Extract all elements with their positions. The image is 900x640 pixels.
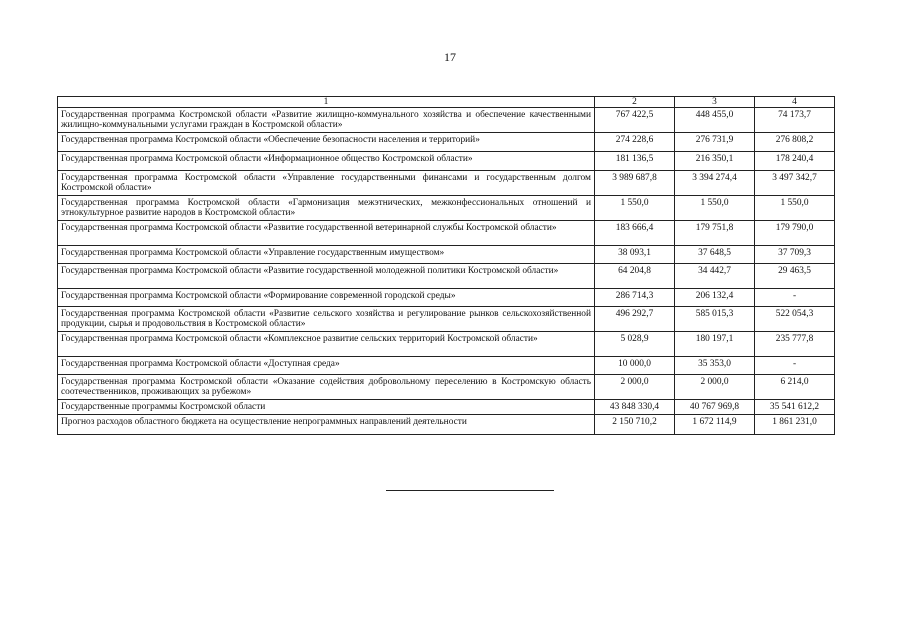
program-name-cell: Государственная программа Костромской области «Управление государственными финансами и государственным долгом Костромской области» [58, 171, 595, 196]
value-cell-col4: 178 240,4 [755, 152, 835, 171]
value-cell-col4: 179 790,0 [755, 221, 835, 246]
table-row [58, 152, 835, 171]
program-name-cell: Государственная программа Костромской области «Развитие государственной ветеринарной службы Костромской области» [58, 221, 595, 246]
table-row [58, 357, 835, 375]
value-cell-col3: 40 767 969,8 [675, 400, 755, 415]
table-row [58, 307, 835, 332]
program-name-cell: Государственная программа Костромской области «Гармонизация межэтнических, межконфессиональных отношений и этнокультурное развитие народов в Костромской области» [58, 196, 595, 221]
value-cell-col4: 37 709,3 [755, 246, 835, 264]
value-cell-col4: 1 550,0 [755, 196, 835, 221]
value-cell-col2: 10 000,0 [595, 357, 675, 375]
value-cell-col4: 276 808,2 [755, 133, 835, 152]
table-row [58, 332, 835, 357]
value-cell-col3: 179 751,8 [675, 221, 755, 246]
program-name-cell: Государственная программа Костромской области «Обеспечение безопасности населения и территорий» [58, 133, 595, 152]
value-cell-col4: 522 054,3 [755, 307, 835, 332]
value-cell-col3: 448 455,0 [675, 108, 755, 133]
table-row [58, 246, 835, 264]
value-cell-col3: 2 000,0 [675, 375, 755, 400]
value-cell-col2: 183 666,4 [595, 221, 675, 246]
value-cell-col2: 1 550,0 [595, 196, 675, 221]
program-name-cell: Государственная программа Костромской области «Управление государственным имуществом» [58, 246, 595, 264]
table-header-row [58, 97, 835, 108]
value-cell-col2: 274 228,6 [595, 133, 675, 152]
value-cell-col2: 286 714,3 [595, 289, 675, 307]
value-cell-col4: 235 777,8 [755, 332, 835, 357]
value-cell-col4: 74 173,7 [755, 108, 835, 133]
value-cell-col4: 6 214,0 [755, 375, 835, 400]
program-name-cell: Государственная программа Костромской области «Оказание содействия добровольному переселению в Костромскую область соотечественников, проживающих за рубежом» [58, 375, 595, 400]
value-cell-col3: 585 015,3 [675, 307, 755, 332]
footer-divider [386, 490, 554, 491]
table-row [58, 108, 835, 133]
value-cell-col3: 1 550,0 [675, 196, 755, 221]
page-number: 17 [444, 50, 456, 64]
table-row [58, 221, 835, 246]
program-name-cell: Государственная программа Костромской области «Развитие жилищно-коммунального хозяйства и обеспечение качественными жилищно-коммунальными услугами граждан в Костромской области» [58, 108, 595, 133]
value-cell-col4: 29 463,5 [755, 264, 835, 289]
value-cell-col4: - [755, 289, 835, 307]
value-cell-col4: 3 497 342,7 [755, 171, 835, 196]
value-cell-col2: 2 150 710,2 [595, 415, 675, 435]
value-cell-col3: 34 442,7 [675, 264, 755, 289]
value-cell-col4: 35 541 612,2 [755, 400, 835, 415]
value-cell-col3: 1 672 114,9 [675, 415, 755, 435]
value-cell-col3: 276 731,9 [675, 133, 755, 152]
value-cell-col3: 37 648,5 [675, 246, 755, 264]
table-row [58, 400, 835, 415]
budget-table [57, 96, 835, 435]
program-name-cell: Государственная программа Костромской области «Комплексное развитие сельских территорий Костромской области» [58, 332, 595, 357]
program-name-cell: Государственная программа Костромской области «Информационное общество Костромской области» [58, 152, 595, 171]
program-name-cell: Прогноз расходов областного бюджета на осуществление непрограммных направлений деятельности [58, 415, 595, 435]
column-header-2: 2 [595, 97, 675, 108]
value-cell-col2: 38 093,1 [595, 246, 675, 264]
table-row [58, 415, 835, 435]
program-name-cell: Государственная программа Костромской области «Развитие государственной молодежной политики Костромской области» [58, 264, 595, 289]
value-cell-col3: 3 394 274,4 [675, 171, 755, 196]
table-row [58, 375, 835, 400]
table-row [58, 196, 835, 221]
value-cell-col2: 43 848 330,4 [595, 400, 675, 415]
value-cell-col2: 767 422,5 [595, 108, 675, 133]
value-cell-col3: 35 353,0 [675, 357, 755, 375]
value-cell-col2: 2 000,0 [595, 375, 675, 400]
column-header-3: 3 [675, 97, 755, 108]
program-name-cell: Государственная программа Костромской области «Развитие сельского хозяйства и регулирование рынков сельскохозяйственной продукции, сырья и продовольствия в Костромской области» [58, 307, 595, 332]
program-name-cell: Государственная программа Костромской области «Формирование современной городской среды» [58, 289, 595, 307]
value-cell-col2: 496 292,7 [595, 307, 675, 332]
value-cell-col2: 5 028,9 [595, 332, 675, 357]
value-cell-col4: - [755, 357, 835, 375]
value-cell-col2: 181 136,5 [595, 152, 675, 171]
value-cell-col3: 206 132,4 [675, 289, 755, 307]
program-name-cell: Государственные программы Костромской области [58, 400, 595, 415]
table-row [58, 171, 835, 196]
table-row [58, 264, 835, 289]
table-row [58, 289, 835, 307]
column-header-4: 4 [755, 97, 835, 108]
value-cell-col2: 3 989 687,8 [595, 171, 675, 196]
value-cell-col3: 216 350,1 [675, 152, 755, 171]
program-name-cell: Государственная программа Костромской области «Доступная среда» [58, 357, 595, 375]
value-cell-col4: 1 861 231,0 [755, 415, 835, 435]
value-cell-col2: 64 204,8 [595, 264, 675, 289]
column-header-1: 1 [58, 97, 595, 108]
value-cell-col3: 180 197,1 [675, 332, 755, 357]
table-row [58, 133, 835, 152]
